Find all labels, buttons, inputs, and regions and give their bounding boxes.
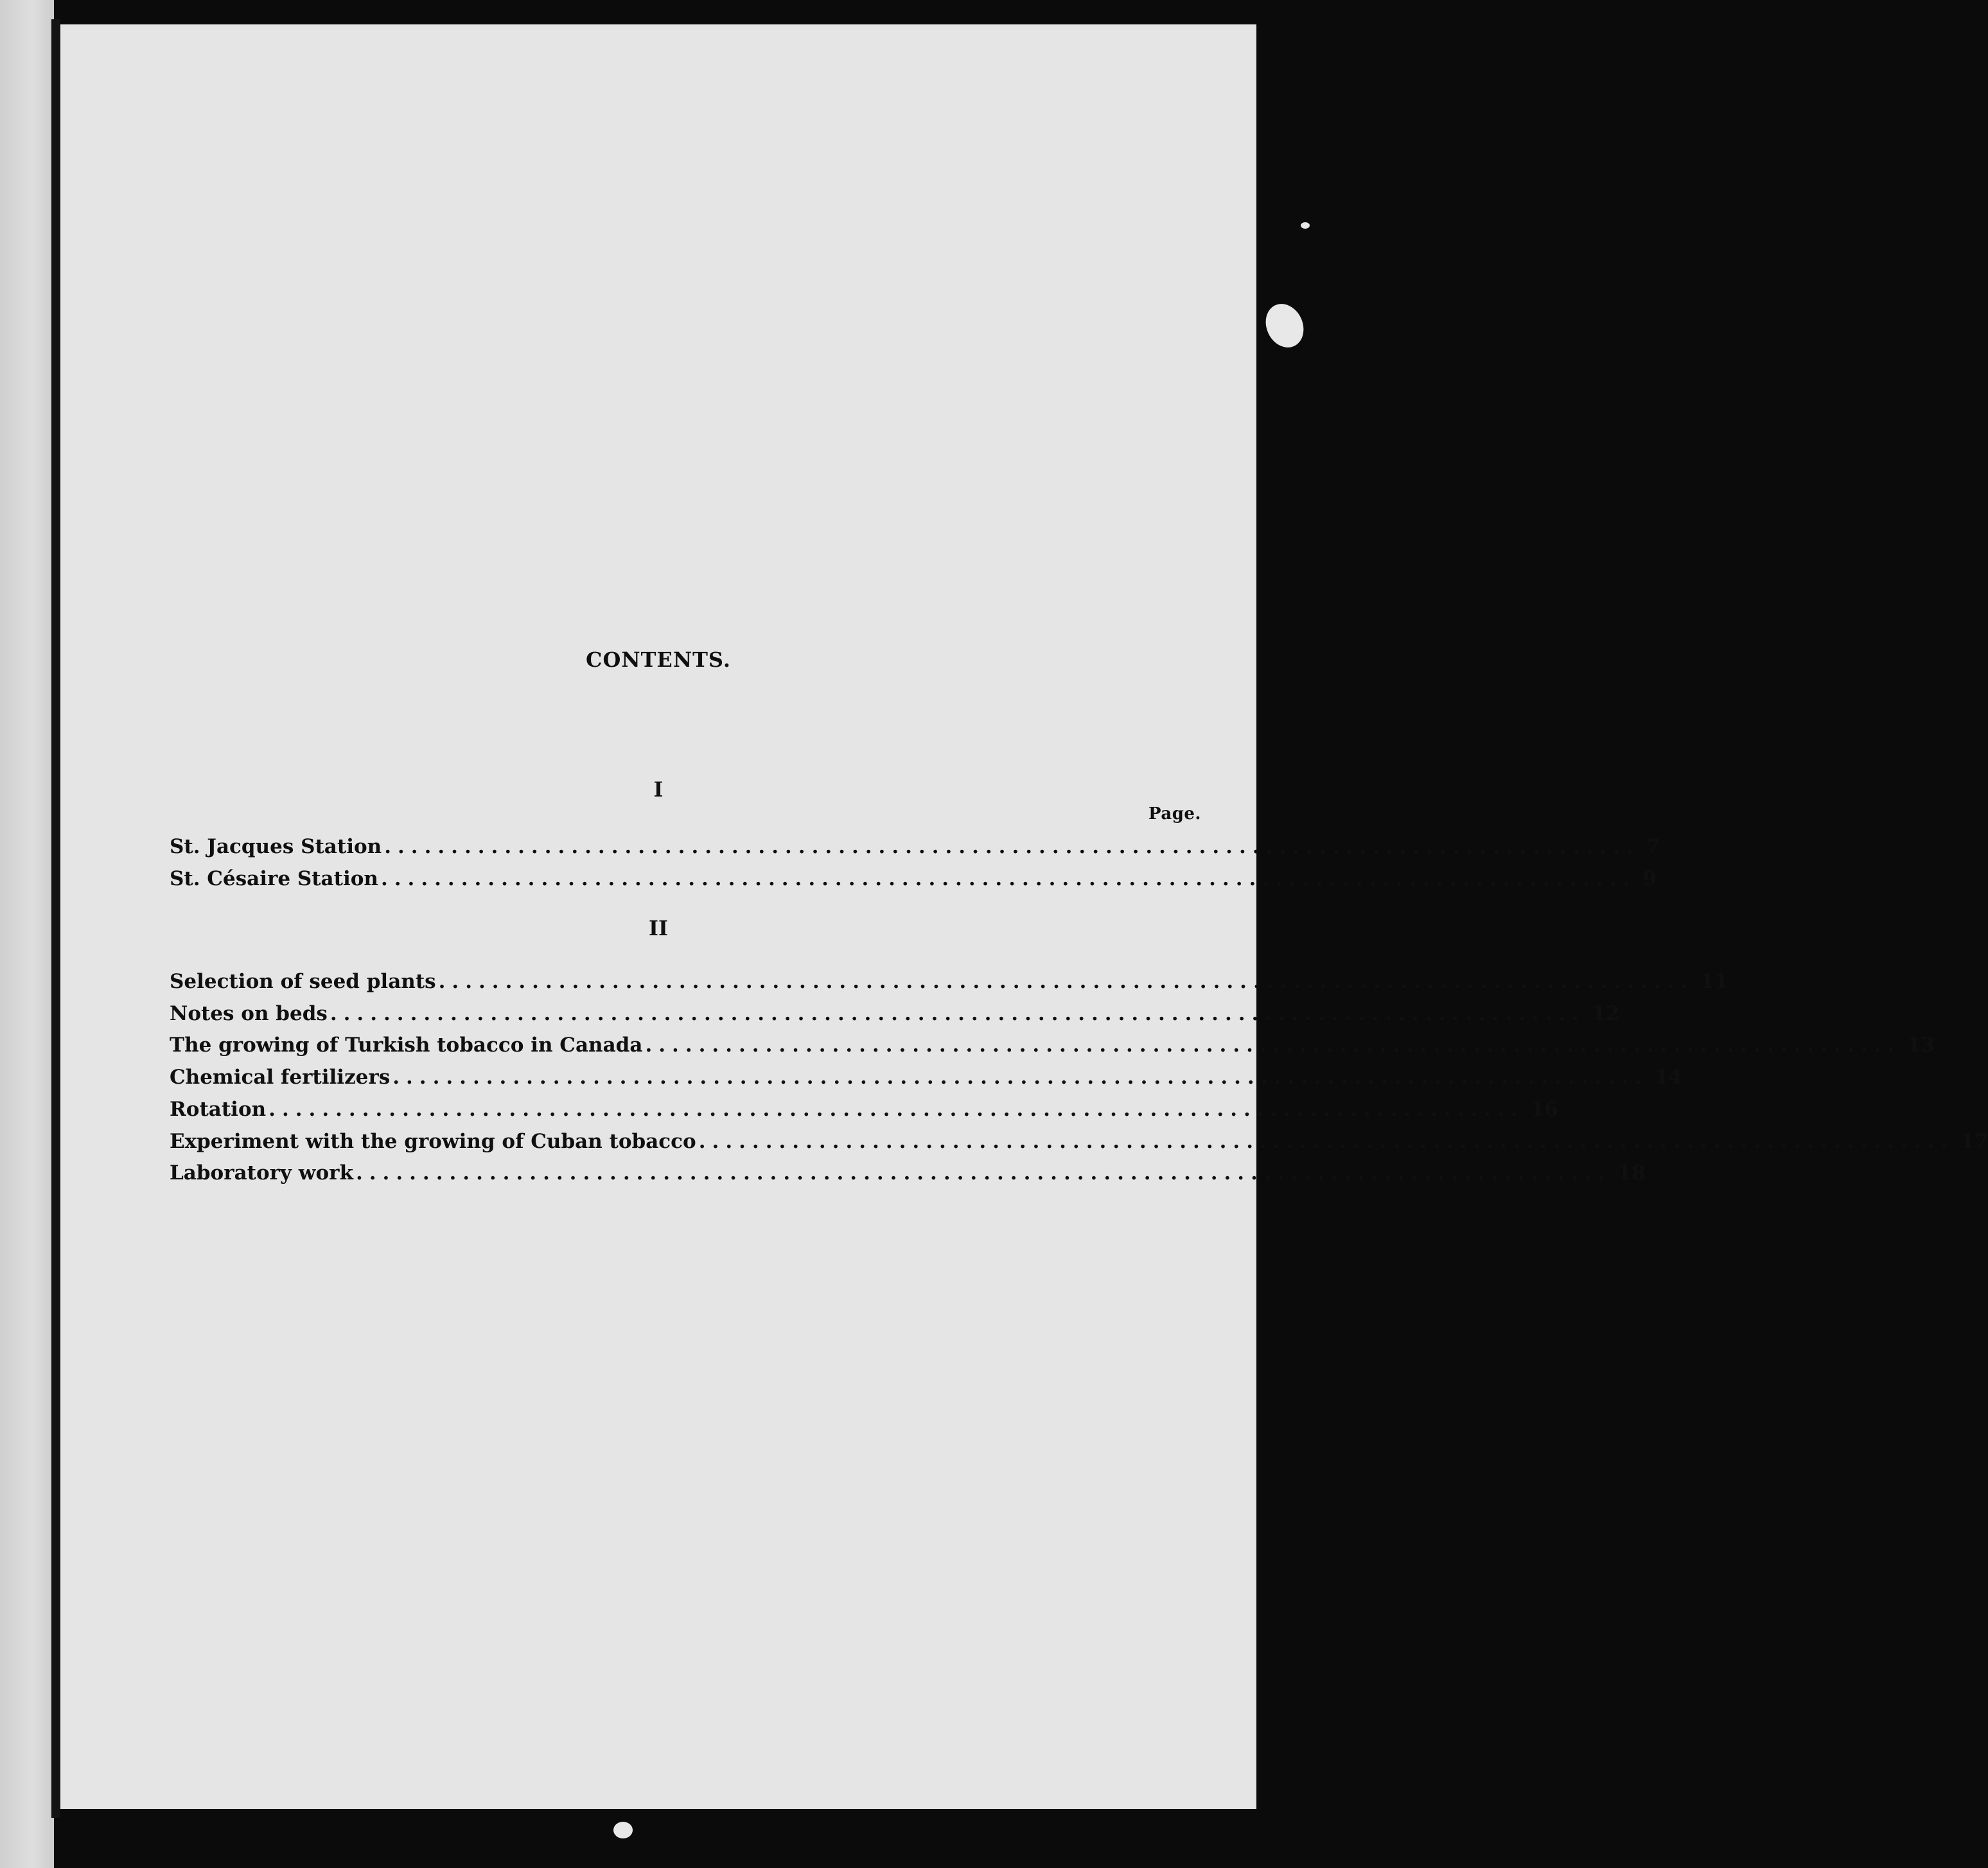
paper-damage-mark: [1259, 297, 1310, 353]
toc-entry-page: 13: [1906, 1034, 1935, 1057]
toc-entry: [170, 1159, 1646, 1185]
dot-leader: ..............................................................................................: [355, 1161, 1612, 1185]
page-column-label: Page.: [1148, 804, 1201, 824]
dot-leader: ..............................................................................................: [268, 1098, 1524, 1121]
toc-entry: [170, 865, 1657, 890]
page-title: CONTENTS.: [586, 648, 731, 672]
previous-page-edge: [0, 0, 54, 1868]
toc-entry-page: 18: [1617, 1161, 1646, 1185]
toc-entry-title: St. Jacques Station: [170, 835, 382, 858]
toc-entry-title: The growing of Turkish tobacco in Canada: [170, 1034, 643, 1057]
toc-entry: [170, 967, 1729, 993]
toc-entry: [170, 1127, 1988, 1153]
toc-entry-page: 16: [1530, 1098, 1558, 1121]
section-heading-i: I: [653, 777, 664, 802]
toc-entry: [170, 1095, 1558, 1121]
toc-entry-page: 9: [1642, 867, 1657, 890]
section-heading-ii: II: [649, 916, 668, 940]
dot-leader: ..............................................................................................: [645, 1034, 1901, 1057]
toc-entry-title: Experiment with the growing of Cuban tobacco: [170, 1130, 696, 1153]
dot-leader: ..............................................................................................: [698, 1130, 1955, 1153]
contents-page: [60, 24, 1988, 1809]
toc-entry: [170, 1063, 1682, 1089]
toc-entry: [170, 833, 1660, 858]
dot-leader: ..............................................................................................: [392, 1066, 1648, 1089]
toc-entry: [170, 1000, 1620, 1025]
paper-damage-mark: [1301, 222, 1310, 229]
toc-entry-page: 7: [1646, 835, 1660, 858]
toc-entry-title: Notes on beds: [170, 1002, 328, 1025]
toc-entry: [170, 1031, 1935, 1057]
dot-leader: ..............................................................................................: [380, 867, 1637, 890]
toc-entry-page: 14: [1654, 1066, 1682, 1089]
toc-entry-page: 11: [1700, 970, 1729, 993]
paper-damage-mark: [613, 1822, 633, 1838]
toc-entry-page: 12: [1592, 1002, 1620, 1025]
dot-leader: ..............................................................................................: [438, 970, 1694, 993]
toc-entry-title: Chemical fertilizers: [170, 1066, 391, 1089]
toc-entry-title: Selection of seed plants: [170, 970, 436, 993]
dot-leader: ..............................................................................................: [384, 835, 1640, 858]
toc-entry-page: 17: [1960, 1130, 1988, 1153]
toc-entry-title: St. Césaire Station: [170, 867, 378, 890]
toc-entry-title: Laboratory work: [170, 1161, 353, 1185]
book-binding: [51, 19, 60, 1818]
toc-entry-title: Rotation: [170, 1098, 267, 1121]
dot-leader: ..............................................................................................: [330, 1002, 1586, 1025]
